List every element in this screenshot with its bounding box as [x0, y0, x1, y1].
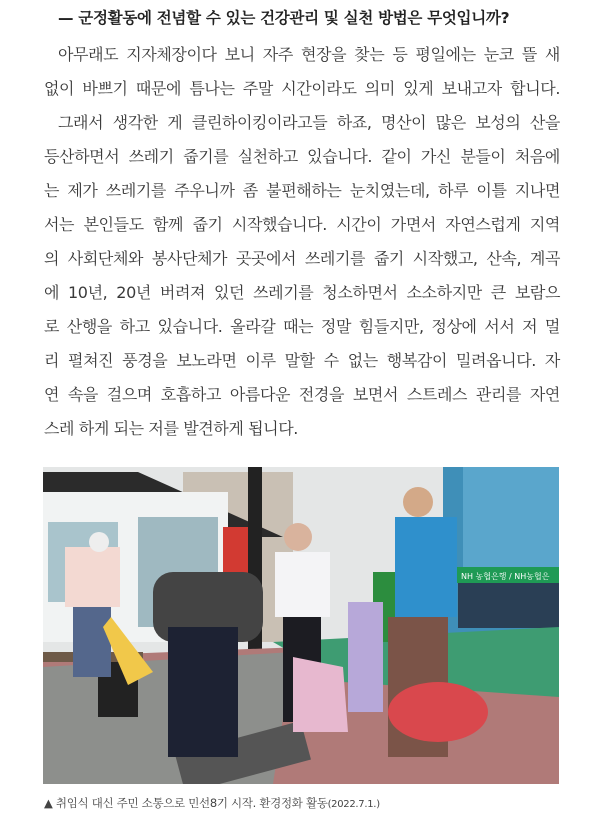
text-line: 는 제가 쓰레기를 주우니까 좀 불편해하는 눈치였는데, 하루 이틀 지나면 — [44, 181, 560, 200]
caption-date: (2022.7.1.) — [327, 799, 380, 810]
text-line: 등산하면서 쓰레기 줍기를 실천하고 있습니다. 같이 가신 분들이 처음에 — [44, 147, 560, 166]
cleanup-activity-photo — [43, 467, 559, 784]
triangle-marker-icon: ▲ — [44, 796, 53, 810]
text-line: 로 산행을 하고 있습니다. 올라갈 때는 정말 힘들지만, 정상에 서서 저 멀 — [44, 317, 560, 336]
answer-body — [44, 38, 560, 446]
text-line: 스레 하게 되는 저를 발견하게 됩니다. — [44, 419, 298, 438]
photo-caption — [44, 795, 380, 811]
text-line: 서는 본인들도 함께 줍기 시작했습니다. 시간이 가면서 자연스럽게 지역 — [44, 215, 560, 234]
text-line: 연 속을 걸으며 호흡하고 아름다운 전경을 보면서 스트레스 관리를 자연 — [44, 385, 560, 404]
text-line: 없이 바쁘기 때문에 틈나는 주말 시간이라도 의미 있게 보내고자 합니다. — [44, 79, 560, 98]
text-line: 에 10년, 20년 버려져 있던 쓰레기를 청소하면서 소소하지만 큰 보람으 — [44, 283, 560, 302]
text-line: 그래서 생각한 게 클린하이킹이라고들 하죠, 명산이 많은 보성의 산을 — [58, 113, 560, 132]
photo-illustration — [43, 467, 559, 784]
interview-question: — 군정활동에 전념할 수 있는 건강관리 및 실천 방법은 무엇입니까? — [58, 9, 510, 27]
text-line: 리 펼쳐진 풍경을 보노라면 이루 말할 수 없는 행복감이 밀려옵니다. 자 — [44, 351, 560, 370]
caption-text: 취임식 대신 주민 소통으로 민선8기 시작. 환경정화 활동 — [55, 796, 328, 810]
text-line: 의 사회단체와 봉사단체가 곳곳에서 쓰레기를 줍기 시작했고, 산속, 계곡 — [44, 249, 560, 268]
bank-sign-text: NH 농협은행 / NH농협은 — [461, 572, 550, 581]
text-line: 아무래도 지자체장이다 보니 자주 현장을 찾는 등 평일에는 눈코 뜰 새 — [58, 45, 560, 64]
